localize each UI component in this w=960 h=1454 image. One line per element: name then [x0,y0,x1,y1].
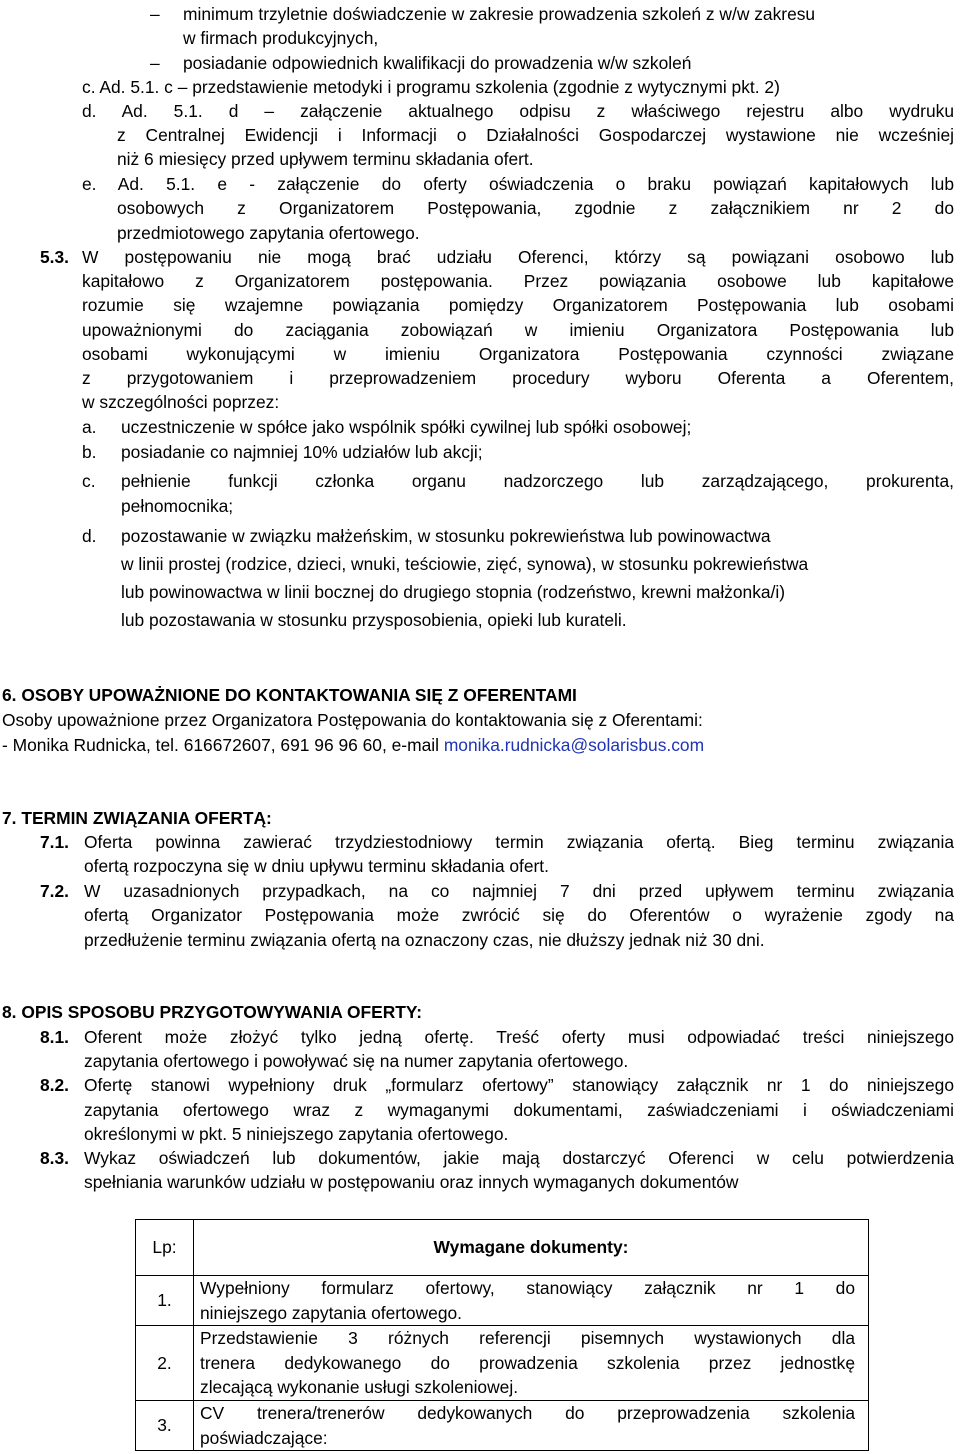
text-line [121,524,771,549]
line-text: z przygotowaniem i przeprowadzeniem procedury wyboru Oferenta a Oferentem, [82,368,954,388]
line-text: 5.3. [40,247,70,267]
text-line [82,524,97,549]
line-text: pełnienie funkcji członka organu nadzorczego lub zarządzającego, prokurenta, [121,471,954,491]
text-line [121,552,808,577]
description-line: poświadczające: [200,1427,328,1448]
text-line [82,342,954,367]
line-text: 7.2. [40,881,70,901]
table-row [136,1276,869,1326]
email-link[interactable]: monika.rudnicka@solarisbus.com [443,735,705,755]
text-line [117,196,954,221]
line-text: przedmiotowego zapytania ofertowego. [117,223,420,243]
line-text: Oferta powinna zawierać trzydziestodniowy termin związania ofertą. Bieg terminu związania [84,832,954,852]
text-line [82,75,780,100]
text-line [2,1000,422,1025]
text-line [84,879,954,904]
text-line [121,494,233,519]
text-line [183,51,691,76]
description-line: niniejszego zapytania ofertowego. [200,1302,462,1323]
line-text: 8.3. [40,1148,70,1168]
text-line [82,415,97,440]
header-documents: Wymagane dokumenty: [194,1220,869,1276]
line-text: - Monika Rudnicka, tel. 616672607, 691 96 96 60, e-mail [2,735,444,755]
line-text: 8.2. [40,1075,70,1095]
text-line [2,733,704,758]
text-line [121,608,627,633]
line-text: lub powinowactwa w linii bocznej do drugiego stopnia (rodzeństwo, krewni małżonka/i) [121,582,786,602]
text-line [84,1122,508,1147]
text-line [84,1170,738,1195]
text-line [84,854,549,879]
line-text: c. Ad. 5.1. c – przedstawienie metodyki i programu szkolenia (zgodnie z wytycznymi pkt. 2) [82,77,780,97]
line-text: niż 6 miesięcy przed upływem terminu składania ofert. [117,149,534,169]
line-text: w linii prostej (rodzice, dzieci, wnuki, teściowie, zięć, synowa), w stosunku pokrewieństwa [121,554,809,574]
description-line: CV trenera/trenerów dedykowanych do przeprowadzenia szkolenia [200,1402,855,1423]
text-line [121,415,691,440]
text-line [84,928,765,953]
text-line [84,1146,954,1171]
text-line [40,245,69,270]
description-line: zlecającą wykonanie usługi szkoleniowej. [200,1377,519,1398]
row-number: 2. [136,1326,194,1401]
text-line [40,1073,69,1098]
text-line [82,99,954,124]
text-line [82,440,97,465]
line-text: Oferent może złożyć tylko jedną ofertę. Treść oferty musi odpowiadać treści niniejszego [84,1027,954,1047]
line-text: Ofertę stanowi wypełniony druk „formularz ofertowy” stanowiący załącznik nr 1 do niniejszego [84,1075,954,1095]
line-text: pozostawanie w związku małżeńskim, w stosunku pokrewieństwa lub powinowactwa [121,526,771,546]
text-line [84,1073,954,1098]
line-text: upoważnionymi do zaciągania zobowiązań w imieniu Organizatora Postępowania lub [82,320,954,340]
line-text: c. [82,471,96,491]
required-documents-table [135,1219,869,1451]
line-text: w firmach produkcyjnych, [183,28,379,48]
line-text: 8. OPIS SPOSOBU PRZYGOTOWYWANIA OFERTY: [2,1002,422,1022]
line-text: spełniania warunków udziału w postępowaniu oraz innych wymaganych dokumentów [84,1172,739,1192]
line-text: d. Ad. 5.1. d – załączenie aktualnego odpisu z właściwego rejestru albo wydruku [82,101,954,121]
line-text: pełnomocnika; [121,496,234,516]
line-text: minimum trzyletnie doświadczenie w zakresie prowadzenia szkoleń z w/w zakresu [183,4,816,24]
line-text: posiadanie co najmniej 10% udziałów lub akcji; [121,442,483,462]
line-text: e. Ad. 5.1. e - załączenie do oferty oświadczenia o braku powiązań kapitałowych lub [82,174,954,194]
text-line [121,580,785,605]
line-text: ofertą Organizator Postępowania może zwrócić się do Oferentów o wyrażenie zgody na [84,905,954,925]
text-line [40,1146,69,1171]
line-text: rozumie się wzajemne powiązania pomiędzy Organizatorem Postępowania lub osobami [82,295,954,315]
text-line [183,26,378,51]
row-description [194,1276,869,1326]
row-number: 3. [136,1400,194,1450]
line-text: osobami wykonującymi w imieniu Organizatora Postępowania czynności związane [82,344,954,364]
text-line [84,1098,954,1123]
text-line [82,469,96,494]
header-lp: Lp: [136,1220,194,1276]
line-text: W uzasadnionych przypadkach, na co najmniej 7 dni przed upływem terminu związania [84,881,954,901]
line-text: osobowych z Organizatorem Postępowania, zgodnie z załącznikiem nr 2 do [117,198,954,218]
text-line [84,830,954,855]
text-line [84,1025,954,1050]
row-description [194,1400,869,1450]
text-line [2,708,703,733]
table-row [136,1400,869,1450]
line-text: ofertą rozpoczyna się w dniu upływu terminu składania ofert. [84,856,549,876]
text-line [150,51,160,76]
text-line [121,440,483,465]
text-line [40,1025,69,1050]
line-text: – [150,53,160,73]
description-line: trenera dedykowanego do prowadzenia szkolenia przez jednostkę [200,1352,855,1373]
text-line [82,269,954,294]
line-text: w szczególności poprzez: [82,392,280,412]
line-text: określonymi w pkt. 5 niniejszego zapytania ofertowego. [84,1124,509,1144]
line-text: a. [82,417,97,437]
text-line [150,2,160,27]
line-text: Wykaz oświadczeń lub dokumentów, jakie mają dostarczyć Oferenci w celu potwierdzenia [84,1148,954,1168]
text-line [40,830,69,855]
text-line [82,245,954,270]
line-text: uczestniczenie w spółce jako wspólnik spółki cywilnej lub spółki osobowej; [121,417,692,437]
text-line [84,1049,628,1074]
table-row [136,1326,869,1401]
description-line: Przedstawienie 3 różnych referencji pisemnych wystawionych dla [200,1328,855,1349]
line-text: d. [82,526,97,546]
line-text: zapytania ofertowego wraz z wymaganymi dokumentami, zaświadczeniami i oświadczeniami [84,1100,954,1120]
line-text: – [150,4,160,24]
text-line [117,123,954,148]
line-text: 8.1. [40,1027,70,1047]
text-line [82,293,954,318]
line-text: 7. TERMIN ZWIĄZANIA OFERTĄ: [2,808,272,828]
text-line [2,806,272,831]
line-text: 6. OSOBY UPOWAŻNIONE DO KONTAKTOWANIA SIĘ Z OFERENTAMI [2,685,577,705]
text-line [121,469,954,494]
line-text: przedłużenie terminu związania ofertą na oznaczony czas, nie dłuższy jednak niż 30 dni. [84,930,765,950]
text-line [82,390,279,415]
text-line [82,172,954,197]
row-description [194,1326,869,1401]
line-text: posiadanie odpowiednich kwalifikacji do prowadzenia w/w szkoleń [183,53,692,73]
table-header-row [136,1220,869,1276]
line-text: zapytania ofertowego i powoływać się na numer zapytania ofertowego. [84,1051,629,1071]
text-line [183,2,815,27]
line-text: z Centralnej Ewidencji i Informacji o Działalności Gospodarczej wystawione nie wcześniej [117,125,954,145]
text-line [2,683,577,708]
text-line [82,318,954,343]
line-text: b. [82,442,97,462]
line-text: Osoby upoważnione przez Organizatora Postępowania do kontaktowania się z Oferentami: [2,710,703,730]
text-line [84,903,954,928]
line-text: kapitałowo z Organizatorem postępowania. Przez powiązania osobowe lub kapitałowe [82,271,954,291]
line-text: W postępowaniu nie mogą brać udziału Oferenci, którzy są powiązani osobowo lub [82,247,954,267]
row-number: 1. [136,1276,194,1326]
text-line [117,147,534,172]
text-line [40,879,69,904]
text-line [82,366,954,391]
line-text: lub pozostawania w stosunku przysposobienia, opieki lub kurateli. [121,610,627,630]
text-line [117,221,420,246]
description-line: Wypełniony formularz ofertowy, stanowiący załącznik nr 1 do [200,1278,855,1298]
line-text: 7.1. [40,832,70,852]
